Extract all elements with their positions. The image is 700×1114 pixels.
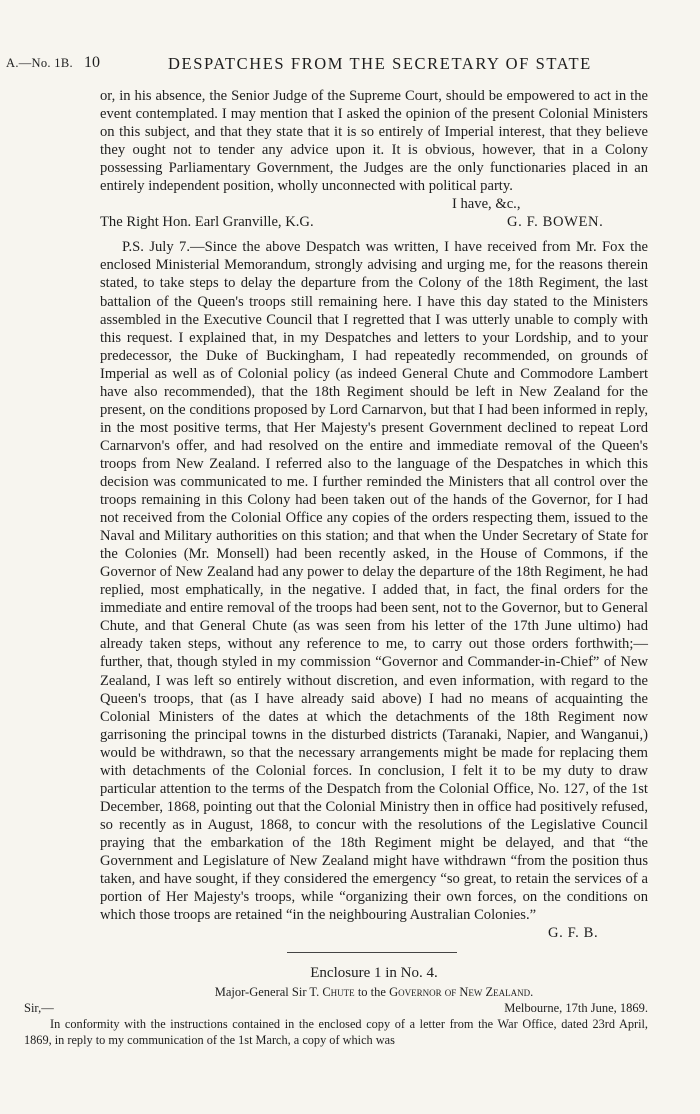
subtitle-part: to the xyxy=(354,985,390,1000)
postscript-signature-line xyxy=(100,924,648,942)
enclosure-text-content: In conformity with the instructions contained in the enclosed copy of a letter from the War Office, dated 23rd April, 1869, in reply to my communication of the 1st March, a copy of which was xyxy=(24,1017,648,1047)
postscript-signature: G. F. B. xyxy=(548,925,599,942)
section-divider xyxy=(287,952,457,953)
postscript-paragraph: P.S. July 7.—Since the above Despatch was written, I have received from Mr. Fox the enclosed Ministerial Memorandum, strongly advising and urging me, for the reasons therein stated, to take steps to delay the departure from the Colony of the 18th Regiment, the last battalion of the Queen's troops still remaining here. I have this day stated to the Ministers assembled in the Executive Council that I regretted that I was utterly unable to comply with this request. I explained that, in my Despatches and letters to your Lordship, and to your predecessor, the Duke of Buckingham, I had repeatedly recommended, on grounds of Imperial as well as of Colonial policy (as indeed General Chute and Commodore Lambert have also recommended), that the 18th Regiment should be left in New Zealand for the present, on the conditions proposed by Lord Carnarvon, but that I had been informed in reply, in the most positive terms, that Her Majesty's present Government declined to repeat Lord Carnarvon's offer, and had resolved on the entire and immediate removal of the Queen's troops from New Zealand. I referred also to the language of the Despatches in which this decision was communicated to me. I further reminded the Ministers that all control over the troops remaining in this Colony had been taken out of the hands of the Governor, for I had not received from the Colonial Office any copies of the orders respecting them, issued to the Naval and Military authorities on this station; and that when the Under Secretary of State for the Colonies (Mr. Monsell) had been recently asked, in the House of Commons, if the Governor of New Zealand had any power to delay the departure of the 18th Regiment, he had replied, most emphatically, in the negative. I added that, in fact, the final orders for the immediate and entire removal of the troops had been sent, not to the Governor, but to General Chute, and that General Chute (as was seen from his letter of the 17th June ultimo) had already taken steps, without any reference to me, to carry out those orders forthwith;—further, that, though styled in my commission “Governor and Commander-in-Chief” of New Zealand, I was left so entirely without discretion, and even information, with regard to the Queen's troops, that (as I have already said above) I had no means of acquainting the Colonial Ministers of the dates at which the detachments of the 18th Regiment now garrisoning the principal towns in the disturbed districts (Taranaki, Napier, and Wanganui,) would be withdrawn, so that the necessary arrangements might be made for replacing them with detachments of the Colonial forces. In conclusion, I felt it to be my duty to draw particular attention to the terms of the Despatch from the Colonial Office, No. 127, of the 1st December, 1868, pointing out that the Colonial Ministry then in office had positively refused, so recently as in August, 1868, to concur with the resolutions of the Legislative Council praying that the embarkation of the 18th Regiment might be delayed, and that “the Government and Legislature of New Zealand might have withdrawn “from the position thus taken, and have sought, if they considered the emergency “so great, to retain the services of a portion of Her Majesty's troops, while “organizing their own forces, on the conditions on which those troops are retained “in the neighbouring Australian Colonies.” xyxy=(100,239,648,924)
series-reference: A.—No. 1B. xyxy=(6,56,73,70)
enclosure-text xyxy=(24,1017,648,1048)
addressee: The Right Hon. Earl Granville, K.G. xyxy=(100,214,314,231)
closing-line xyxy=(100,195,648,213)
place-date: Melbourne, 17th June, 1869. xyxy=(504,1001,648,1016)
enclosure-title: Enclosure 1 in No. 4. xyxy=(310,965,438,982)
salutation: Sir,— xyxy=(24,1001,54,1016)
despatch-paragraph: or, in his absence, the Senior Judge of the Supreme Court, should be empowered to act in the event contemplated. I may mention that I asked the opinion of the present Colonial Ministers on this subject, and that they state that it is so entirely of Imperial interest, that they believe they ought not to tender any advice upon it. It is obvious, however, that in a Colony possessing Parliamentary Government, the Judges are the only functionaries placed in an entirely independent position, wholly unconnected with political party. xyxy=(100,88,648,195)
running-head: DESPATCHES FROM THE SECRETARY OF STATE xyxy=(168,54,592,73)
subtitle-name: Chute xyxy=(322,985,355,1000)
page-header xyxy=(0,54,700,76)
page-number: 10 xyxy=(84,54,100,71)
enclosure-heading-line xyxy=(24,1001,648,1017)
addressee-line xyxy=(100,213,648,231)
subtitle-recipient: Governor of New Zealand xyxy=(389,985,531,1000)
closing-formula: I have, &c., xyxy=(452,196,521,213)
enclosure-subtitle xyxy=(100,985,648,1000)
subtitle-part: . xyxy=(530,985,534,1000)
signature: G. F. BOWEN. xyxy=(507,214,604,231)
page-body xyxy=(24,87,648,1048)
subtitle-part: Major-General Sir T. xyxy=(214,985,323,1000)
